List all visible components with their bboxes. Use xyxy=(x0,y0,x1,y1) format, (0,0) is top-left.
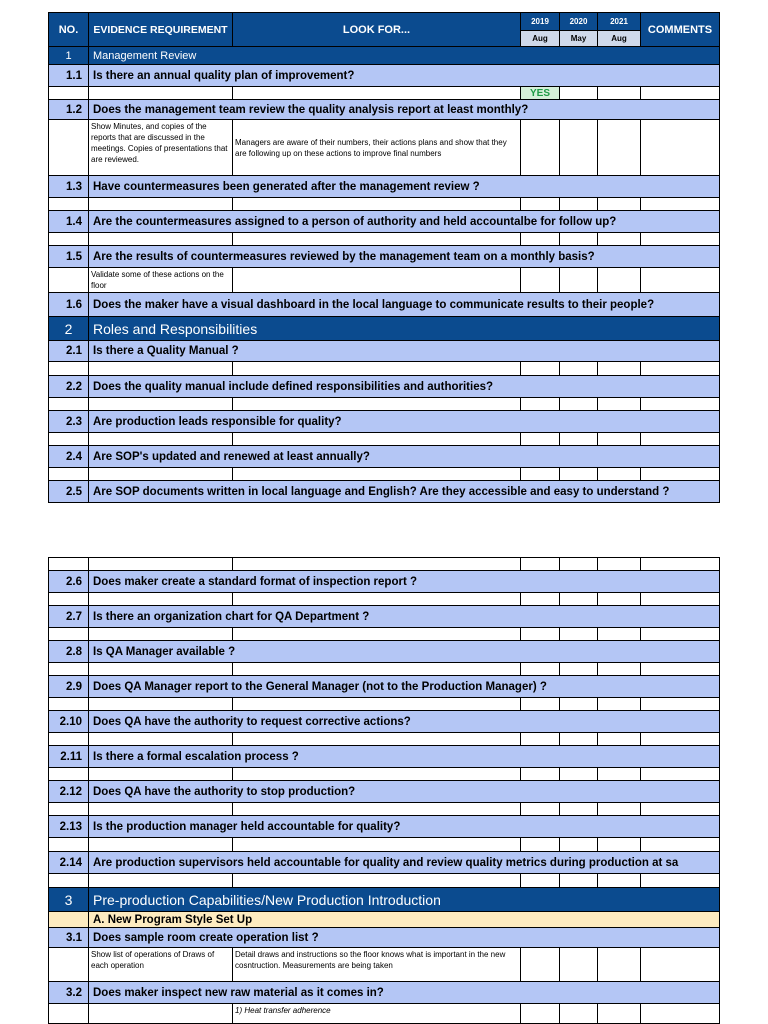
detail-row xyxy=(49,1004,720,1024)
question-text: Is there an annual quality plan of improvement? xyxy=(89,65,720,87)
question-text: Are production leads responsible for quality? xyxy=(89,411,720,433)
cell[interactable] xyxy=(521,768,560,781)
question-number: 1.1 xyxy=(49,65,89,87)
cell[interactable] xyxy=(89,1004,233,1024)
question-row xyxy=(49,571,720,593)
question-text: Does the quality manual include defined responsibilities and authorities? xyxy=(89,376,720,398)
question-row xyxy=(49,293,720,317)
cell[interactable] xyxy=(89,628,233,641)
cell[interactable] xyxy=(560,593,598,606)
cell[interactable] xyxy=(641,593,720,606)
section-number: 3 xyxy=(49,888,89,912)
question-row xyxy=(49,781,720,803)
cell[interactable] xyxy=(89,663,233,676)
question-text: Are production supervisors held accountable for quality and review quality metrics during production at sa xyxy=(89,852,720,874)
cell[interactable] xyxy=(49,433,89,446)
cell[interactable] xyxy=(641,558,720,571)
cell[interactable] xyxy=(598,1004,641,1024)
section-row xyxy=(49,47,720,65)
question-row xyxy=(49,676,720,698)
cell[interactable] xyxy=(598,948,641,982)
answer-row xyxy=(49,362,720,376)
cell[interactable] xyxy=(560,198,598,211)
col-header-no: NO. xyxy=(49,13,89,47)
cell[interactable] xyxy=(598,120,641,176)
cell[interactable] xyxy=(521,468,560,481)
cell[interactable] xyxy=(598,558,641,571)
cell[interactable] xyxy=(560,803,598,816)
cell[interactable] xyxy=(521,593,560,606)
question-row xyxy=(49,65,720,87)
question-number: 1.6 xyxy=(49,293,89,317)
cell[interactable] xyxy=(49,87,89,100)
evidence-text: Show list of operations of Draws of each operation xyxy=(89,948,233,982)
cell[interactable] xyxy=(560,87,598,100)
cell[interactable] xyxy=(560,628,598,641)
cell[interactable] xyxy=(560,948,598,982)
cell[interactable] xyxy=(598,838,641,852)
look-for-text: Detail draws and instructions so the floor knows what is important in the new cosntruction. Measurements are being taken xyxy=(233,948,521,982)
cell[interactable] xyxy=(233,838,521,852)
cell[interactable] xyxy=(641,733,720,746)
cell[interactable] xyxy=(49,362,89,376)
cell[interactable] xyxy=(233,874,521,888)
question-text: Is there an organization chart for QA Department ? xyxy=(89,606,720,628)
cell[interactable] xyxy=(233,268,521,293)
look-for-text: Managers are aware of their numbers, their actions plans and show that they are following up on these actions to improve final numbers xyxy=(233,120,521,176)
question-text: Is there a formal escalation process ? xyxy=(89,746,720,768)
question-row xyxy=(49,711,720,733)
cell[interactable] xyxy=(233,198,521,211)
question-text: Does maker create a standard format of inspection report ? xyxy=(89,571,720,593)
question-number: 2.9 xyxy=(49,676,89,698)
question-text: Are the countermeasures assigned to a person of authority and held accountalbe for follow up? xyxy=(89,211,720,233)
question-text: Are SOP documents written in local language and English? Are they accessible and easy to understand ? xyxy=(89,481,720,503)
question-number: 1.2 xyxy=(49,100,89,120)
cell[interactable] xyxy=(89,803,233,816)
cell[interactable] xyxy=(598,803,641,816)
cell[interactable] xyxy=(641,663,720,676)
cell[interactable] xyxy=(233,398,521,411)
cell[interactable] xyxy=(49,468,89,481)
answer-row xyxy=(49,803,720,816)
cell[interactable] xyxy=(521,198,560,211)
evidence-text: Validate some of these actions on the floor xyxy=(89,268,233,293)
cell[interactable] xyxy=(49,733,89,746)
question-text: Does sample room create operation list ? xyxy=(89,928,720,948)
col-header-month-2021: Aug xyxy=(598,31,641,47)
cell[interactable] xyxy=(89,398,233,411)
question-row xyxy=(49,928,720,948)
question-number: 1.4 xyxy=(49,211,89,233)
section-number: 1 xyxy=(49,47,89,65)
cell[interactable] xyxy=(49,198,89,211)
cell[interactable] xyxy=(598,198,641,211)
col-header-year-2021: 2021 xyxy=(598,13,641,31)
cell[interactable] xyxy=(49,233,89,246)
question-number: 2.4 xyxy=(49,446,89,468)
question-text: Is the production manager held accountable for quality? xyxy=(89,816,720,838)
cell[interactable] xyxy=(641,874,720,888)
checklist-table-1 xyxy=(48,12,720,503)
cell[interactable] xyxy=(89,768,233,781)
cell[interactable] xyxy=(641,768,720,781)
cell[interactable] xyxy=(598,362,641,376)
question-number: 2.12 xyxy=(49,781,89,803)
checklist-page-2 xyxy=(48,557,719,1024)
question-text: Does the maker have a visual dashboard in the local language to communicate results to their people? xyxy=(89,293,720,317)
question-text: Does QA have the authority to request corrective actions? xyxy=(89,711,720,733)
cell[interactable] xyxy=(560,768,598,781)
answer-row xyxy=(49,593,720,606)
question-text: Is QA Manager available ? xyxy=(89,641,720,663)
question-text: Does QA have the authority to stop production? xyxy=(89,781,720,803)
subsection-title: A. New Program Style Set Up xyxy=(89,912,720,928)
cell[interactable] xyxy=(641,198,720,211)
cell[interactable] xyxy=(521,362,560,376)
cell[interactable] xyxy=(89,362,233,376)
cell[interactable] xyxy=(233,698,521,711)
question-number: 2.6 xyxy=(49,571,89,593)
cell[interactable] xyxy=(521,733,560,746)
cell[interactable] xyxy=(560,233,598,246)
cell[interactable] xyxy=(598,628,641,641)
question-number: 3.2 xyxy=(49,982,89,1004)
answer-row xyxy=(49,838,720,852)
cell[interactable] xyxy=(521,1004,560,1024)
cell[interactable] xyxy=(49,698,89,711)
cell[interactable] xyxy=(49,628,89,641)
question-row xyxy=(49,641,720,663)
cell[interactable] xyxy=(49,663,89,676)
cell[interactable] xyxy=(560,120,598,176)
question-text: Are the results of countermeasures reviewed by the management team on a monthly basis? xyxy=(89,246,720,268)
question-number: 3.1 xyxy=(49,928,89,948)
cell[interactable] xyxy=(598,663,641,676)
cell[interactable] xyxy=(233,593,521,606)
cell[interactable] xyxy=(89,233,233,246)
evidence-text: Show Minutes, and copies of the reports that are discussed in the meetings. Copies of presentations that are reviewed. xyxy=(89,120,233,176)
col-header-look-for: LOOK FOR... xyxy=(233,13,521,47)
cell[interactable] xyxy=(598,87,641,100)
cell[interactable] xyxy=(598,268,641,293)
section-row xyxy=(49,317,720,341)
question-text: Does maker inspect new raw material as it comes in? xyxy=(89,982,720,1004)
cell[interactable] xyxy=(49,1004,89,1024)
cell[interactable] xyxy=(521,268,560,293)
cell[interactable] xyxy=(560,558,598,571)
cell[interactable] xyxy=(641,87,720,100)
subsection-row xyxy=(49,912,720,928)
cell[interactable] xyxy=(598,874,641,888)
cell[interactable] xyxy=(641,803,720,816)
answer-row xyxy=(49,87,720,100)
cell[interactable] xyxy=(521,874,560,888)
cell[interactable] xyxy=(598,733,641,746)
cell[interactable] xyxy=(560,362,598,376)
question-row xyxy=(49,211,720,233)
look-for-text: 1) Heat transfer adherence xyxy=(233,1004,521,1024)
cell[interactable] xyxy=(89,733,233,746)
col-header-month-2019: Aug xyxy=(521,31,560,47)
question-number: 2.10 xyxy=(49,711,89,733)
question-number: 2.2 xyxy=(49,376,89,398)
cell[interactable] xyxy=(233,803,521,816)
cell[interactable] xyxy=(641,698,720,711)
detail-row xyxy=(49,948,720,982)
cell[interactable] xyxy=(49,803,89,816)
question-number: 2.3 xyxy=(49,411,89,433)
question-row xyxy=(49,176,720,198)
cell[interactable] xyxy=(89,838,233,852)
cell[interactable] xyxy=(521,838,560,852)
question-text: Does the management team review the quality analysis report at least monthly? xyxy=(89,100,720,120)
cell[interactable] xyxy=(233,558,521,571)
question-text: Have countermeasures been generated after the management review ? xyxy=(89,176,720,198)
cell[interactable] xyxy=(641,120,720,176)
cell[interactable] xyxy=(560,733,598,746)
question-row xyxy=(49,816,720,838)
question-text: Does QA Manager report to the General Manager (not to the Production Manager) ? xyxy=(89,676,720,698)
cell[interactable] xyxy=(641,398,720,411)
question-row xyxy=(49,100,720,120)
question-row xyxy=(49,481,720,503)
question-number: 2.13 xyxy=(49,816,89,838)
section-title: Pre-production Capabilities/New Production Introduction xyxy=(89,888,720,912)
cell[interactable] xyxy=(233,233,521,246)
cell[interactable] xyxy=(521,558,560,571)
cell[interactable] xyxy=(598,468,641,481)
detail-row xyxy=(49,120,720,176)
col-header-month-2020: May xyxy=(560,31,598,47)
answer-row xyxy=(49,733,720,746)
section-row xyxy=(49,888,720,912)
cell[interactable] xyxy=(598,593,641,606)
cell[interactable] xyxy=(49,268,89,293)
cell[interactable] xyxy=(641,468,720,481)
cell xyxy=(49,912,89,928)
cell[interactable] xyxy=(49,768,89,781)
col-header-year-2020: 2020 xyxy=(560,13,598,31)
answer-row xyxy=(49,768,720,781)
answer-row xyxy=(49,874,720,888)
cell[interactable] xyxy=(89,468,233,481)
detail-row xyxy=(49,268,720,293)
cell[interactable] xyxy=(521,233,560,246)
question-number: 1.3 xyxy=(49,176,89,198)
cell[interactable] xyxy=(641,268,720,293)
cell[interactable] xyxy=(89,593,233,606)
question-text: Is there a Quality Manual ? xyxy=(89,341,720,362)
checklist-table-2 xyxy=(48,557,720,1024)
question-number: 1.5 xyxy=(49,246,89,268)
question-row xyxy=(49,982,720,1004)
cell[interactable] xyxy=(89,698,233,711)
cell[interactable] xyxy=(641,362,720,376)
cell[interactable] xyxy=(641,233,720,246)
section-title: Roles and Responsibilities xyxy=(89,317,720,341)
cell[interactable] xyxy=(233,433,521,446)
answer-row xyxy=(49,433,720,446)
cell[interactable] xyxy=(560,1004,598,1024)
question-row xyxy=(49,411,720,433)
answer-row xyxy=(49,628,720,641)
cell[interactable] xyxy=(233,628,521,641)
cell[interactable] xyxy=(598,768,641,781)
cell[interactable] xyxy=(598,698,641,711)
cell[interactable] xyxy=(598,433,641,446)
cell[interactable] xyxy=(560,838,598,852)
cell[interactable] xyxy=(233,733,521,746)
cell[interactable] xyxy=(233,468,521,481)
answer-row xyxy=(49,558,720,571)
cell[interactable] xyxy=(560,398,598,411)
col-header-year-2019: 2019 xyxy=(521,13,560,31)
cell[interactable] xyxy=(233,768,521,781)
question-row xyxy=(49,852,720,874)
cell[interactable] xyxy=(641,433,720,446)
cell[interactable] xyxy=(521,663,560,676)
cell[interactable] xyxy=(641,628,720,641)
cell[interactable] xyxy=(521,628,560,641)
cell[interactable] xyxy=(49,838,89,852)
question-number: 2.5 xyxy=(49,481,89,503)
question-number: 2.7 xyxy=(49,606,89,628)
cell[interactable] xyxy=(521,120,560,176)
cell[interactable] xyxy=(560,268,598,293)
cell[interactable] xyxy=(560,433,598,446)
question-number: 2.11 xyxy=(49,746,89,768)
cell[interactable] xyxy=(641,948,720,982)
answer-row xyxy=(49,233,720,246)
cell[interactable] xyxy=(521,698,560,711)
question-text: Are SOP's updated and renewed at least annually? xyxy=(89,446,720,468)
cell[interactable] xyxy=(89,874,233,888)
cell[interactable] xyxy=(49,874,89,888)
cell[interactable] xyxy=(560,874,598,888)
question-number: 2.8 xyxy=(49,641,89,663)
cell[interactable] xyxy=(560,663,598,676)
cell[interactable] xyxy=(598,398,641,411)
cell[interactable] xyxy=(89,433,233,446)
section-title: Management Review xyxy=(89,47,720,65)
answer-row xyxy=(49,663,720,676)
cell[interactable] xyxy=(89,198,233,211)
cell[interactable] xyxy=(89,87,233,100)
cell[interactable] xyxy=(49,398,89,411)
col-header-evidence: EVIDENCE REQUIREMENT xyxy=(89,13,233,47)
cell[interactable] xyxy=(233,87,521,100)
cell[interactable] xyxy=(89,558,233,571)
cell[interactable] xyxy=(49,120,89,176)
cell[interactable] xyxy=(598,233,641,246)
question-row xyxy=(49,446,720,468)
cell[interactable] xyxy=(521,433,560,446)
question-row xyxy=(49,746,720,768)
answer-row xyxy=(49,698,720,711)
answer-row xyxy=(49,468,720,481)
question-row xyxy=(49,376,720,398)
checklist-page-1 xyxy=(48,12,719,503)
cell[interactable] xyxy=(49,593,89,606)
answer-row xyxy=(49,398,720,411)
cell[interactable] xyxy=(641,1004,720,1024)
cell[interactable] xyxy=(49,558,89,571)
answer-yes-badge[interactable]: YES xyxy=(521,87,560,100)
question-number: 2.14 xyxy=(49,852,89,874)
section-number: 2 xyxy=(49,317,89,341)
answer-row xyxy=(49,198,720,211)
question-row xyxy=(49,606,720,628)
cell[interactable] xyxy=(641,838,720,852)
cell[interactable] xyxy=(560,698,598,711)
cell[interactable] xyxy=(521,803,560,816)
cell[interactable] xyxy=(49,948,89,982)
col-header-comments: COMMENTS xyxy=(641,13,720,47)
question-number: 2.1 xyxy=(49,341,89,362)
cell[interactable] xyxy=(560,468,598,481)
cell[interactable] xyxy=(521,948,560,982)
question-row xyxy=(49,246,720,268)
cell[interactable] xyxy=(521,398,560,411)
cell[interactable] xyxy=(233,663,521,676)
question-row xyxy=(49,341,720,362)
cell[interactable] xyxy=(233,362,521,376)
